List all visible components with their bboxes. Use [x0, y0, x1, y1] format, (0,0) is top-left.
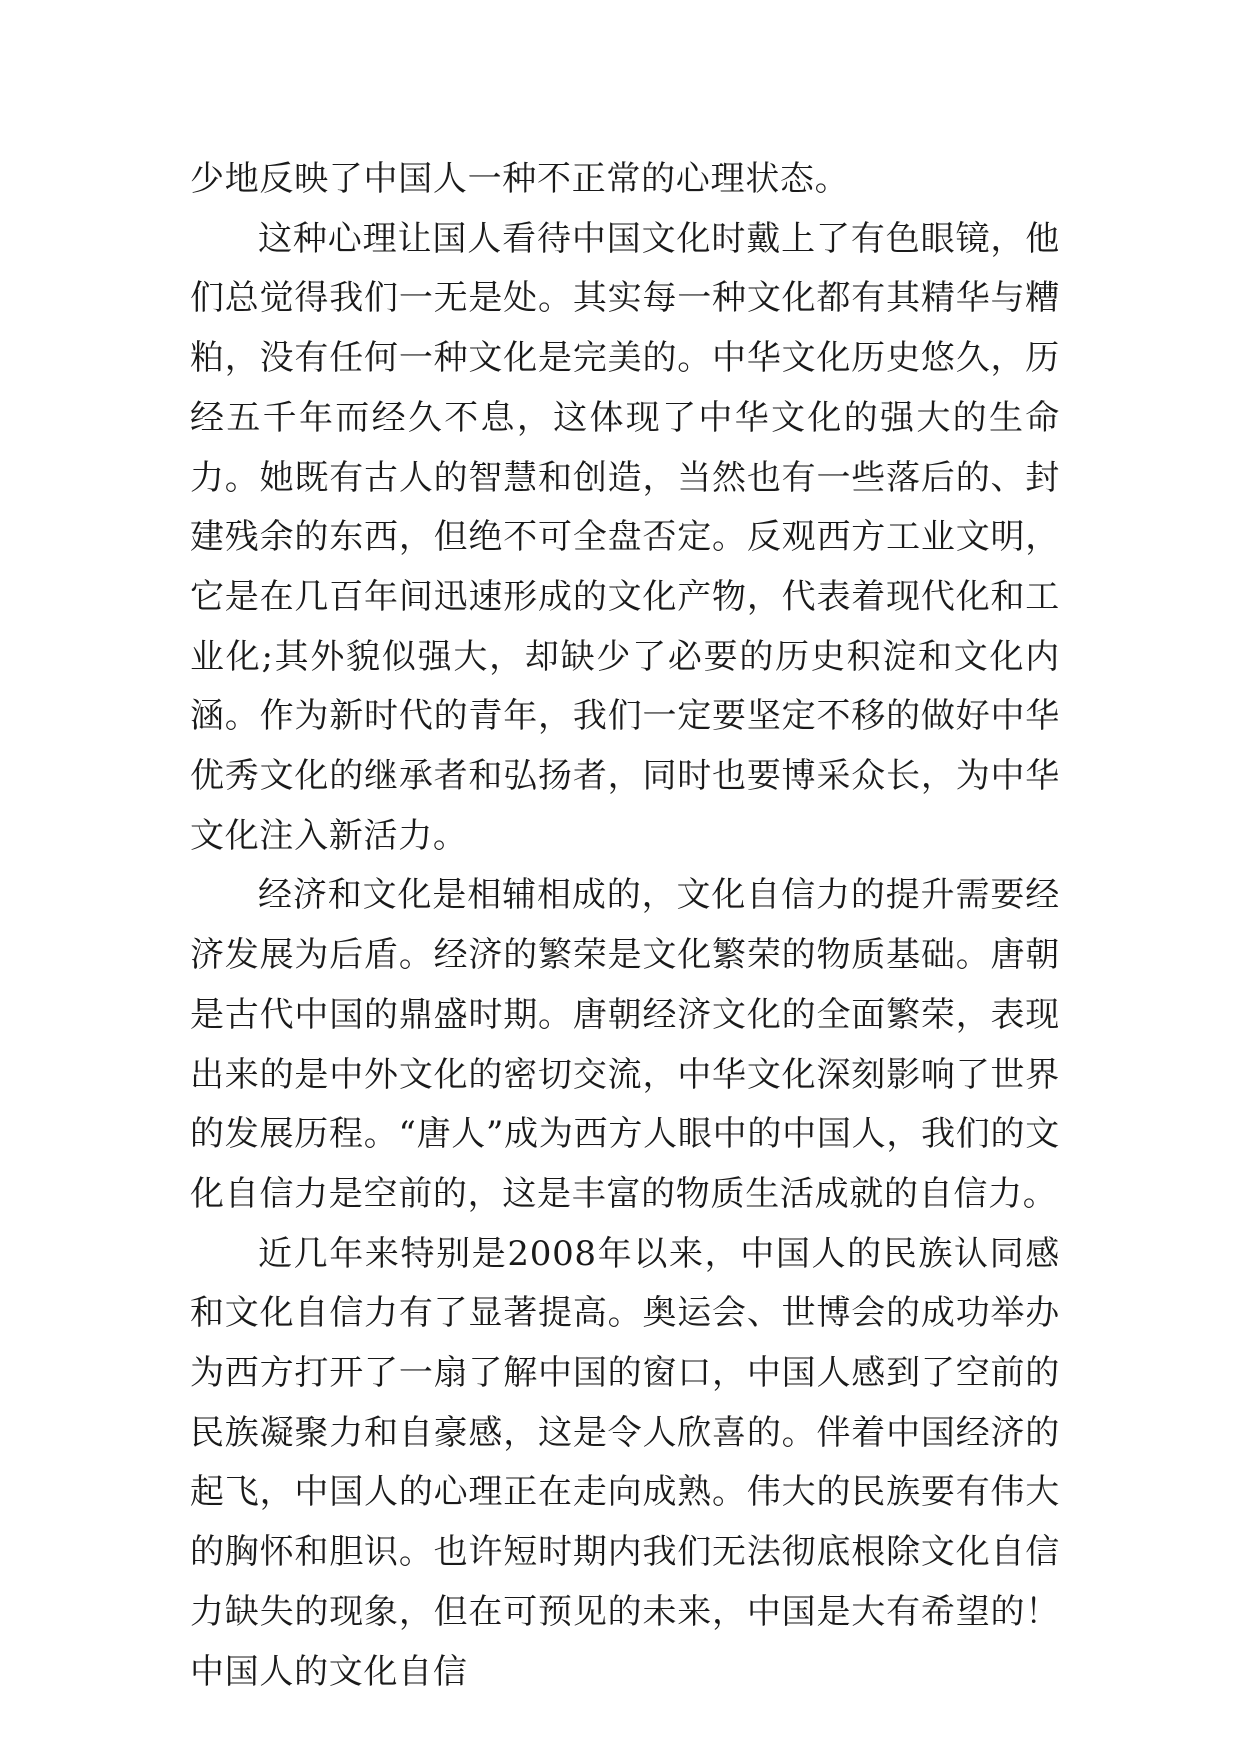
paragraph-3: 经济和文化是相辅相成的，文化自信力的提升需要经济发展为后盾。经济的繁荣是文化繁荣的物质基础。唐朝是古代中国的鼎盛时期。唐朝经济文化的全面繁荣，表现出来的是中外文化的密切交流，中华文化深刻影响了世界的发展历程。“唐人”成为西方人眼中的中国人，我们的文化自信力是空前的，这是丰富的物质生活成就的自信力。 [190, 875, 1060, 1214]
paragraph-2: 这种心理让国人看待中国文化时戴上了有色眼镜，他们总觉得我们一无是处。其实每一种文化都有其精华与糟粕，没有任何一种文化是完美的。中华文化历史悠久，历经五千年而经久不息，这体现了中华文化的强大的生命力。她既有古人的智慧和创造，当然也有一些落后的、封建残余的东西，但绝不可全盘否定。反观西方工业文明，它是在几百年间迅速形成的文化产物，代表着现代化和工业化;其外貌似强大，却缺少了必要的历史积淀和文化内涵。作为新时代的青年，我们一定要坚定不移的做好中华优秀文化的继承者和弘扬者，同时也要博采众长，为中华文化注入新活力。 [190, 218, 1060, 856]
paragraph-4: 近几年来特别是2008年以来，中国人的民族认同感和文化自信力有了显著提高。奥运会、世博会的成功举办为西方打开了一扇了解中国的窗口，中国人感到了空前的民族凝聚力和自豪感，这是令人欣喜的。伴着中国经济的起飞，中国人的心理正在走向成熟。伟大的民族要有伟大的胸怀和胆识。也许短时期内我们无法彻底根除文化自信力缺失的现象，但在可预见的未来，中国是大有希望的！中国人的文化自信 [190, 1233, 1060, 1692]
paragraph-1: 少地反映了中国人一种不正常的心理状态。 [190, 159, 850, 199]
document-body [190, 150, 1060, 1702]
